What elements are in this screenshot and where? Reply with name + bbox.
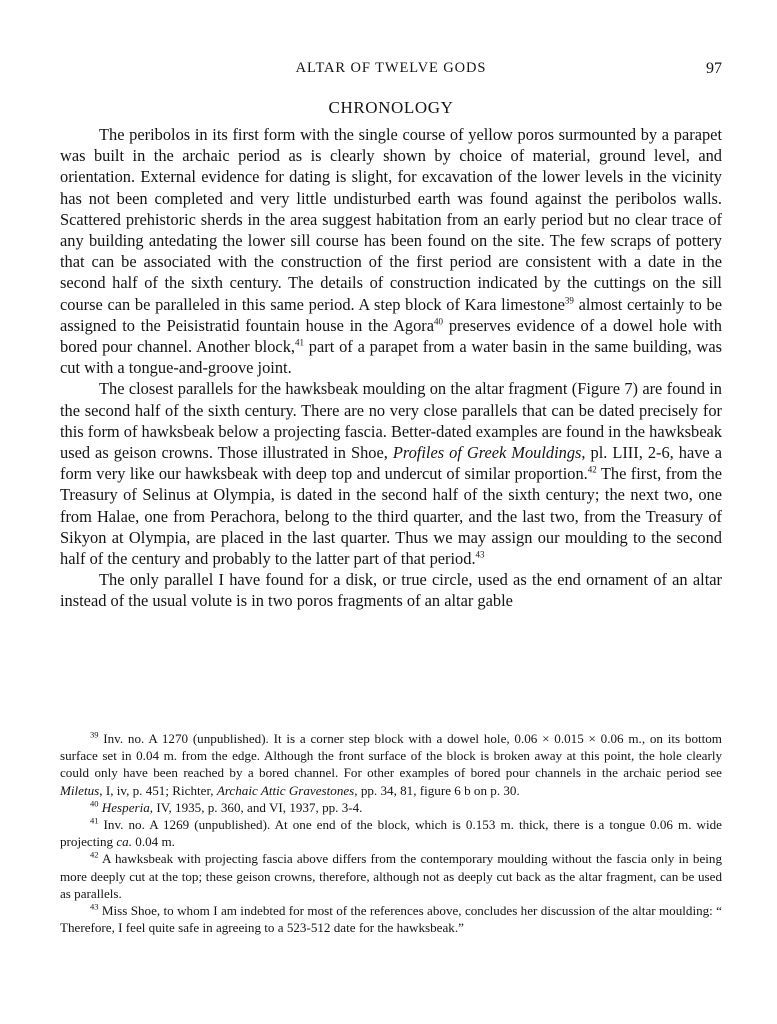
footnote-ref-39: 39: [564, 295, 574, 306]
paragraph-1-text-c: preserves evidence of a dowel hole with bored pour channel. Another block,: [60, 315, 722, 357]
journal-title-hesperia: Hesperia: [101, 799, 150, 815]
footnote-40-text-a: , IV, 1935, p. 360, and VI, 1937, pp. 3-4.: [149, 799, 363, 815]
body-text: [60, 124, 722, 612]
paragraph-1-text-d: part of a parapet from a water basin in the same building, was cut with a tongue-and-groove joint.: [60, 337, 723, 378]
paragraph-2-text-a: The closest parallels for the hawksbeak moulding on the altar fragment (Figure 7) are found in the second half of the sixth century. There are no very close parallels that can be dated precisely for this form of hawksbeak below a projecting fascia. Better-dated examples are found in the hawksbeak used as geison crowns. Those illustrated in Shoe,: [60, 379, 722, 463]
paragraph-1-text-b: almost certainly to be assigned to the Peisistratid fountain house in the Agora: [60, 294, 722, 335]
book-title-archaic-attic-gravestones: Archaic Attic Gravestones: [216, 782, 355, 798]
footnote-39-text-b: , I, iv, p. 451; Richter,: [99, 782, 217, 798]
footnote-42-text-a: A hawksbeak with projecting fascia above differs from the contemporary moulding without the fascia only in being more deeply cut at the top; these geison crowns, therefore, although not as deeply cut back as the altar fragment, can be used as parallels.: [60, 851, 722, 901]
paragraph-2-text-c: The first, from the Treasury of Selinus at Olympia, is dated in the second half of the sixth century; the next two, one from Halae, one from Perachora, belong to the third quarter, and the last two, from the Treasury of Sikyon at Olympia, are placed in the last quarter. Thus we may assign our moulding to the second half of the century and probably to the latter part of that period.: [60, 464, 722, 569]
book-title-miletus: Miletus: [60, 782, 100, 798]
running-head: [60, 60, 722, 80]
section-title: CHRONOLOGY: [328, 98, 454, 117]
footnote-41: [60, 816, 722, 850]
footnote-43: [60, 902, 722, 936]
page-number: 97: [706, 60, 722, 77]
running-title: ALTAR OF TWELVE GODS: [295, 60, 487, 76]
footnote-41-text-a: Inv. no. A 1269 (unpublished). At one end of the block, which is 0.153 m. thick, there is a tongue 0.06 m. wide projecting: [60, 817, 722, 850]
footnote-43-text-a: Miss Shoe, to whom I am indebted for most of the references above, concludes her discussion of the altar moulding: “ Therefore, I feel quite safe in agreeing to a 523-512 date for the hawksbeak.”: [60, 903, 722, 936]
footnote-ref-41: 41: [295, 337, 304, 348]
footnote-ref-40: 40: [434, 316, 444, 327]
abbreviation-circa: ca.: [116, 834, 132, 850]
footnote-39-mark: 39: [90, 729, 99, 740]
footnote-42-mark: 42: [90, 850, 99, 861]
book-title-profiles: Profiles of Greek Mouldings: [392, 443, 582, 463]
footnotes: [60, 730, 722, 936]
paragraph-1-text-a: The peribolos in its first form with the single course of yellow poros surmounted by a parapet was built in the archaic period as is clearly shown by choice of material, ground level, and orientation. External evidence for dating is slight, for excavation of the lower levels in the vicinity has not been completed and very little undisturbed earth was found against the peribolos walls. Scattered prehistoric sherds in the area suggest habitation from an early period but no clear trace of any building antedating the lower sill course has been found on the site. The few scraps of pottery that can be associated with the construction of the first period are consistent with a date in the second half of the sixth century. The details of construction indicated by the cuttings on the sill course can be paralleled in this same period. A step block of Kara limestone: [60, 125, 722, 314]
paragraph-1: [60, 124, 722, 378]
footnote-40-mark: 40: [90, 798, 99, 809]
footnote-ref-42: 42: [587, 464, 597, 475]
footnote-41-mark: 41: [90, 815, 99, 826]
paragraph-2-text-b: , pl. LIII, 2-6, have a form very like our hawksbeak with deep top and undercut of similar proportion.: [60, 443, 722, 484]
footnote-ref-43: 43: [475, 549, 485, 560]
footnote-43-mark: 43: [90, 901, 99, 912]
paragraph-3: [60, 569, 722, 611]
footnote-39-text-a: Inv. no. A 1270 (unpublished). It is a corner step block with a dowel hole, 0.06 × 0.015 × 0.06 m., on its bottom surface set in 0.04 m. from the edge. Although the front surface of the block is broken away at this point, the hole clearly could only have been reached by a bored channel. For other examples of bored pour channels in the archaic period see: [60, 731, 722, 781]
paragraph-3-text-a: The only parallel I have found for a disk, or true circle, used as the end ornament of an altar instead of the usual volute is in two poros fragments of an altar gable: [60, 570, 722, 611]
footnote-39-text-c: , pp. 34, 81, figure 6 b on p. 30.: [354, 782, 520, 798]
footnote-39: [60, 730, 722, 799]
paragraph-2: [60, 378, 722, 569]
footnote-42: [60, 850, 722, 902]
footnote-40: [60, 799, 722, 816]
footnote-41-text-b: 0.04 m.: [132, 834, 175, 850]
